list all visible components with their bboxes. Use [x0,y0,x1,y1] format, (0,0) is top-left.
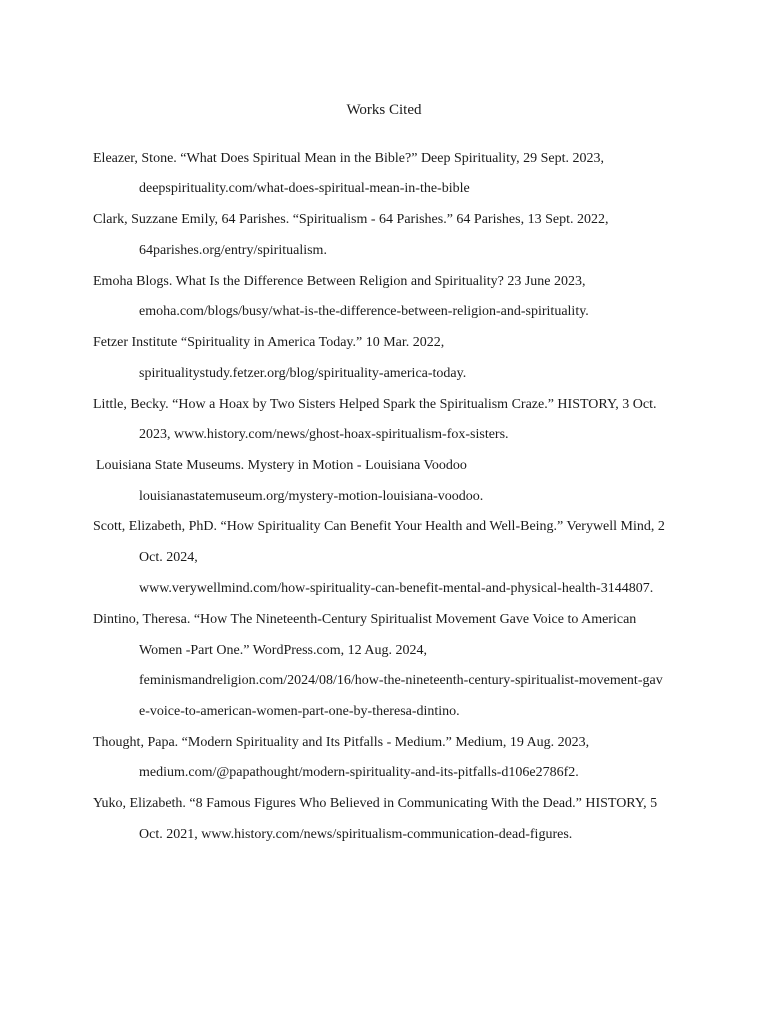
citation-line: Louisiana State Museums. Mystery in Motion - Louisiana Voodoo [96,458,467,473]
citation-line: Oct. 2024, [139,550,198,565]
citation-line: Yuko, Elizabeth. “8 Famous Figures Who Believed in Communicating With the Dead.” HISTORY, 5 [93,796,658,811]
citation-line: medium.com/@papathought/modern-spirituality-and-its-pitfalls-d106e2786f2. [139,765,579,780]
citation-line: Emoha Blogs. What Is the Difference Between Religion and Spirituality? 23 June 2023, [93,274,586,289]
citation-line: feminismandreligion.com/2024/08/16/how-the-nineteenth-century-spiritualist-movement-gav [139,673,663,688]
citation-line: Little, Becky. “How a Hoax by Two Sisters Helped Spark the Spiritualism Craze.” HISTORY, 3 Oct. [93,397,657,412]
citation-line: Fetzer Institute “Spirituality in America Today.” 10 Mar. 2022, [93,335,445,350]
citation-line: 64parishes.org/entry/spiritualism. [139,243,327,258]
citation-line: Clark, Suzzane Emily, 64 Parishes. “Spiritualism - 64 Parishes.” 64 Parishes, 13 Sept. 2022, [93,212,609,227]
citation-line: Women -Part One.” WordPress.com, 12 Aug. 2024, [139,643,427,658]
page-title: Works Cited [346,102,422,118]
citation-line: Thought, Papa. “Modern Spirituality and Its Pitfalls - Medium.” Medium, 19 Aug. 2023, [93,735,590,750]
citation-line: Dintino, Theresa. “How The Nineteenth-Century Spiritualist Movement Gave Voice to American [93,612,637,627]
citation-line: Oct. 2021, www.history.com/news/spiritualism-communication-dead-figures. [139,827,573,842]
citation-line: louisianastatemuseum.org/mystery-motion-louisiana-voodoo. [139,489,484,504]
citation-line: 2023, www.history.com/news/ghost-hoax-spiritualism-fox-sisters. [139,427,509,442]
citation-line: e-voice-to-american-women-part-one-by-theresa-dintino. [139,704,460,719]
citation-line: Eleazer, Stone. “What Does Spiritual Mean in the Bible?” Deep Spirituality, 29 Sept. 2023, [93,151,604,166]
citation-line: Scott, Elizabeth, PhD. “How Spirituality Can Benefit Your Health and Well-Being.” Verywell Mind, 2 [93,519,665,534]
citation-line: spiritualitystudy.fetzer.org/blog/spirituality-america-today. [139,366,467,381]
citation-line: deepspirituality.com/what-does-spiritual-mean-in-the-bible [139,181,470,196]
citation-line: www.verywellmind.com/how-spirituality-can-benefit-mental-and-physical-health-3144807. [139,581,654,596]
citation-line: emoha.com/blogs/busy/what-is-the-difference-between-religion-and-spirituality. [139,304,589,319]
